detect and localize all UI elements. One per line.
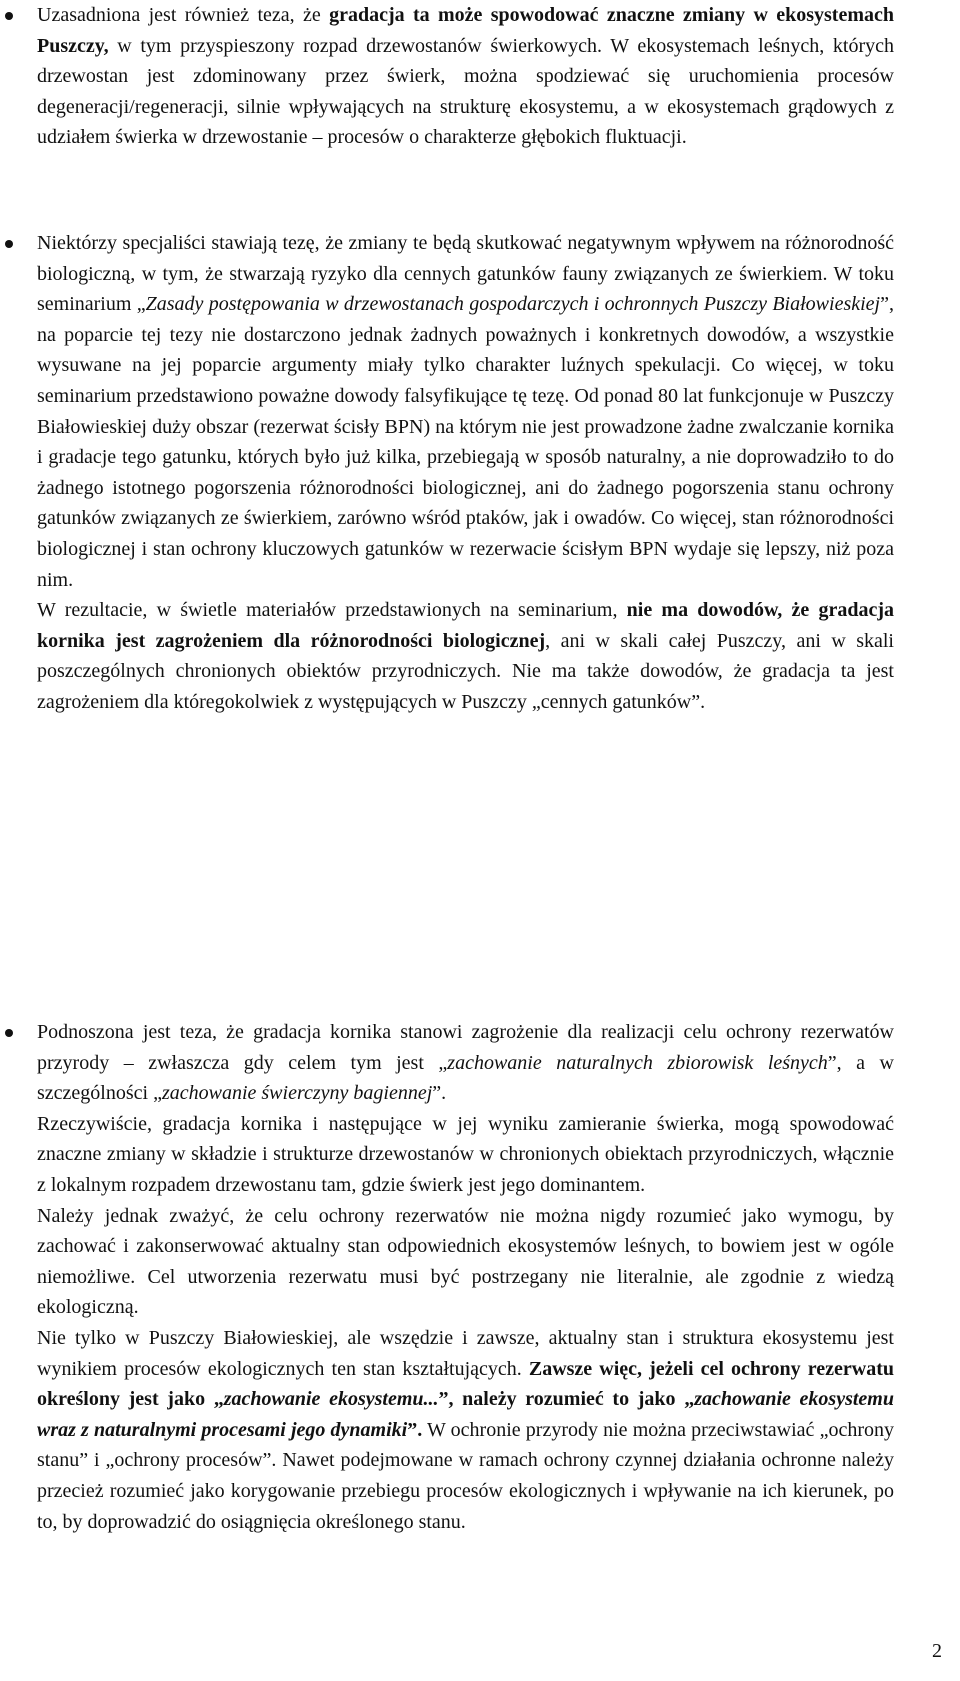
paragraph — [37, 1017, 894, 1109]
paragraph: Należy jednak zważyć, że celu ochrony rezerwatów nie można nigdy rozumieć jako wymogu, by zachować i zakonserwować aktualny stan odpowiednich ekosystemów leśnych, to bowiem jest w ogóle niemożliwe. Cel utworzenia rezerwatu musi być postrzegany nie literalnie, ale zgodnie z wiedzą ekologiczną. — [37, 1204, 894, 1319]
bold-text-run: gradacja ta może spowodować znaczne zmiany w ekosystemach Puszczy, — [37, 4, 894, 57]
paragraph: Rzeczywiście, gradacja kornika i następujące w jej wyniku zamieranie świerka, mogą spowodować znaczne zmiany w składzie i strukturze drzewostanów w chronionych obiektach przyrodniczych, włącznie z lokalnym rozpadem drzewostanu tam, gdzie świerk jest jego dominantem. — [37, 1112, 894, 1196]
paragraph — [37, 595, 894, 717]
paragraph — [37, 1323, 894, 1537]
bullet-dot — [5, 12, 13, 20]
bold-italic-text-run: zachowanie ekosystemu wraz z naturalnymi procesami jego dynamiki — [37, 1388, 894, 1441]
bullet-item-3 — [37, 1017, 894, 1537]
bold-text-run: ”, należy rozumieć to jako „ — [438, 1388, 695, 1411]
bold-text-run: Zawsze więc, jeżeli cel ochrony rezerwatu określony jest jako „ — [37, 1357, 894, 1411]
text-run: w tym przyspieszony rozpad drzewostanów świerkowych. W ekosystemach leśnych, których drzewostan jest zdominowany przez świerk, można spodziewać się uruchomienia procesów degeneracji/regeneracji, silnie wpływających na strukturę ekosystemu, a w ekosystemach grądowych z udziałem świerka w drzewostanie – procesów o charakterze głębokich fluktuacji. — [37, 34, 894, 149]
text-run: ”, na poparcie tej tezy nie dostarczono jednak żadnych poważnych i konkretnych dowodów, a wszystkie wysuwane na jej poparcie argumenty miały tylko charakter luźnych spekulacji. Co więcej, w toku seminarium przedstawiono poważne dowody falsyfikujące tę tezę. Od ponad 80 lat funkcjonuje w Puszczy Białowieskiej duży obszar (rezerwat ścisły BPN) na którym nie jest prowadzone żadne zwalczanie kornika i gradacje tego gatunku, których było już kilka, przebiegają w sposób naturalny, a nie doprowadziło to do żadnego istotnego pogorszenia różnorodności biologicznej, ani do żadnego pogorszenia stanu ochrony gatunków związanych ze świerkiem, zarówno wśród ptaków, jak i owadów. Co więcej, stan różnorodności biologicznej i stan ochrony kluczowych gatunków w rezerwacie ścisłym BPN wydaje się lepszy, niż poza nim. — [37, 293, 894, 591]
italic-text-run: Zasady postępowania w drzewostanach gospodarczych i ochronnych Puszczy Białowieskiej — [145, 293, 881, 316]
page-number: 2 — [932, 1640, 942, 1662]
bullet-item-2 — [37, 228, 894, 718]
bold-text-run: ”. — [407, 1418, 423, 1441]
bullet-dot — [5, 1029, 13, 1037]
bullet-item-1 — [37, 0, 894, 153]
bold-italic-text-run: zachowanie ekosystemu... — [223, 1388, 439, 1411]
bullet-dot — [5, 240, 13, 248]
text-run: , ani w skali całej Puszczy, ani w skali poszczególnych chronionych obiektów przyrodniczych. Nie ma także dowodów, że gradacja ta jest zagrożeniem dla któregokolwiek z występujących w Puszczy „cennych gatunków”. — [37, 629, 894, 713]
text-run: ”. — [432, 1082, 447, 1105]
text-run: ”, a w szczególności „ — [37, 1051, 895, 1105]
text-run: Niektórzy specjaliści stawiają tezę, że zmiany te będą skutkować negatywnym wpływem na różnorodność biologiczną, w tym, że stwarzają ryzyko dla cennych gatunków fauny związanych ze świerkiem. W toku seminarium „ — [37, 232, 894, 316]
paragraph — [37, 0, 894, 153]
text-run: Uzasadniona jest również teza, że — [37, 4, 330, 26]
bold-text-run: nie ma dowodów, że gradacja kornika jest zagrożeniem dla różnorodności biologicznej — [37, 599, 894, 652]
text-run: W ochronie przyrody nie można przeciwstawiać „ochrony stanu” i „ochrony procesów”. Nawet podejmowane w ramach ochrony czynnej działania ochronne należy przecież rozumieć jako korygowanie przebiegu procesów ekologicznych i wpływanie na ich kierunek, po to, by doprowadzić do osiągnięcia określonego stanu. — [37, 1418, 894, 1533]
text-run: Podnoszona jest teza, że gradacja kornika stanowi zagrożenie dla realizacji celu ochrony rezerwatów przyrody – zwłaszcza gdy celem tym jest „ — [37, 1021, 894, 1074]
text-run: Nie tylko w Puszczy Białowieskiej, ale wszędzie i zawsze, aktualny stan i struktura ekosystemu jest wynikiem procesów ekologicznych ten stan kształtujących. — [37, 1326, 894, 1380]
italic-text-run: zachowanie świerczyny bagiennej — [161, 1082, 433, 1105]
italic-text-run: zachowanie naturalnych zbiorowisk leśnych — [447, 1051, 828, 1074]
text-run: W rezultacie, w świetle materiałów przedstawionych na seminarium, — [37, 599, 627, 622]
paragraph — [37, 228, 894, 595]
